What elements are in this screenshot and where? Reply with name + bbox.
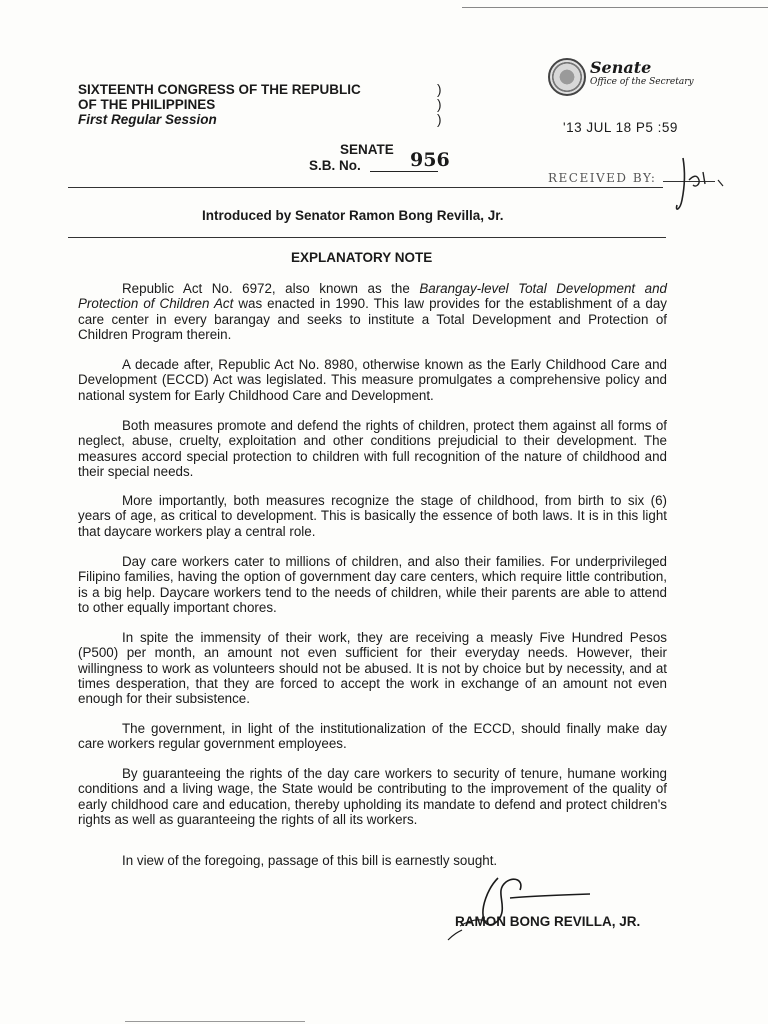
congress-line-1: SIXTEENTH CONGRESS OF THE REPUBLIC: [78, 82, 361, 97]
p3-text: Both measures promote and defend the rights of children, protect them against all forms of neglect, abuse, cruelty, exploitation and other conditions prejudicial to their development. The measures accord special protection to children with full recognition of the nature of childhood and their special needs.: [78, 418, 667, 479]
paragraph-1: [78, 281, 667, 342]
p1-text-b: was enacted in 1990. This law provides for the establishment of a day care center in every barangay and seeks to institute a Total Development and Protection of Children Program therein.: [78, 296, 667, 342]
paragraph-7: [78, 721, 667, 752]
introducer: Introduced by Senator Ramon Bong Revilla, Jr.: [202, 208, 504, 223]
bill-number-label: S.B. No.: [309, 158, 361, 173]
p1-text-a: Republic Act No. 6972, also known as the: [122, 281, 420, 296]
intro-rule: [68, 237, 666, 238]
handwritten-initial-icon: [655, 150, 735, 220]
bill-number: 956: [410, 149, 450, 171]
top-edge-rule: [462, 7, 768, 8]
p8-text: By guaranteeing the rights of the day care workers to security of tenure, humane working conditions and a living wage, the State would be contributing to the improvement of the quality of early childhood care and education, thereby upholding its mandate to defend and protect children's rights as well as guaranteeing the rights of all its workers.: [78, 766, 667, 827]
p5-text: Day care workers cater to millions of children, and also their families. For underprivileged Filipino families, having the option of government day care centers, which require little contribution, is a big help. Daycare workers tend to the needs of children, while their parents are able to attend to other equally important chores.: [78, 554, 667, 615]
stamp-office-sub: Office of the Secretary: [590, 77, 694, 87]
paragraph-5: [78, 554, 667, 615]
paren-2: ): [437, 97, 442, 112]
p1-act-title: Barangay-level Total Development and Protection of Children Act: [78, 281, 667, 312]
signature-icon: [440, 868, 600, 948]
paragraph-4: [78, 493, 667, 539]
p4-text: More importantly, both measures recognize the stage of childhood, from birth to six (6) years of age, as critical to development. This is basically the essence of both laws. It is in this light that daycare workers play a central role.: [78, 493, 667, 539]
p7-text: The government, in light of the institutionalization of the ECCD, should finally make day care workers regular government employees.: [78, 721, 667, 752]
stamp-office-title: Senate: [590, 58, 652, 77]
paragraph-2: [78, 357, 667, 403]
p2-text: A decade after, Republic Act No. 8980, otherwise known as the Early Childhood Care and Development (ECCD) Act was legislated. This measure promulgates a comprehensive policy and national system for Early Childhood Care and Development.: [78, 357, 667, 403]
bill-chamber: SENATE: [340, 142, 394, 157]
stamp-received-by: RECEIVED BY:: [548, 171, 657, 185]
session-label: First Regular Session: [78, 112, 217, 127]
section-title: EXPLANATORY NOTE: [291, 250, 433, 265]
paragraph-6: [78, 630, 667, 706]
paragraph-3: [78, 418, 667, 479]
paren-3: ): [437, 112, 442, 127]
paragraph-9: [78, 853, 667, 868]
paren-1: ): [437, 82, 442, 97]
p9-text: In view of the foregoing, passage of this bill is earnestly sought.: [122, 853, 498, 868]
paragraph-8: [78, 766, 667, 827]
senate-seal-icon: [548, 58, 586, 96]
header-rule: [68, 187, 663, 188]
signatory-name: RAMON BONG REVILLA, JR.: [455, 914, 641, 929]
congress-line-2: OF THE PHILIPPINES: [78, 97, 216, 112]
bottom-rule: [125, 1021, 305, 1022]
p6-text: In spite the immensity of their work, they are receiving a measly Five Hundred Pesos (P500) per month, an amount not even sufficient for their everyday needs. However, their willingness to work as volunteers should not be abused. It is not by choice but by necessity, and at times desperation, that they are forced to accept the work in exchange of an amount not even enough for their subsistence.: [78, 630, 667, 707]
stamp-date-time: '13 JUL 18 P5 :59: [563, 120, 678, 135]
